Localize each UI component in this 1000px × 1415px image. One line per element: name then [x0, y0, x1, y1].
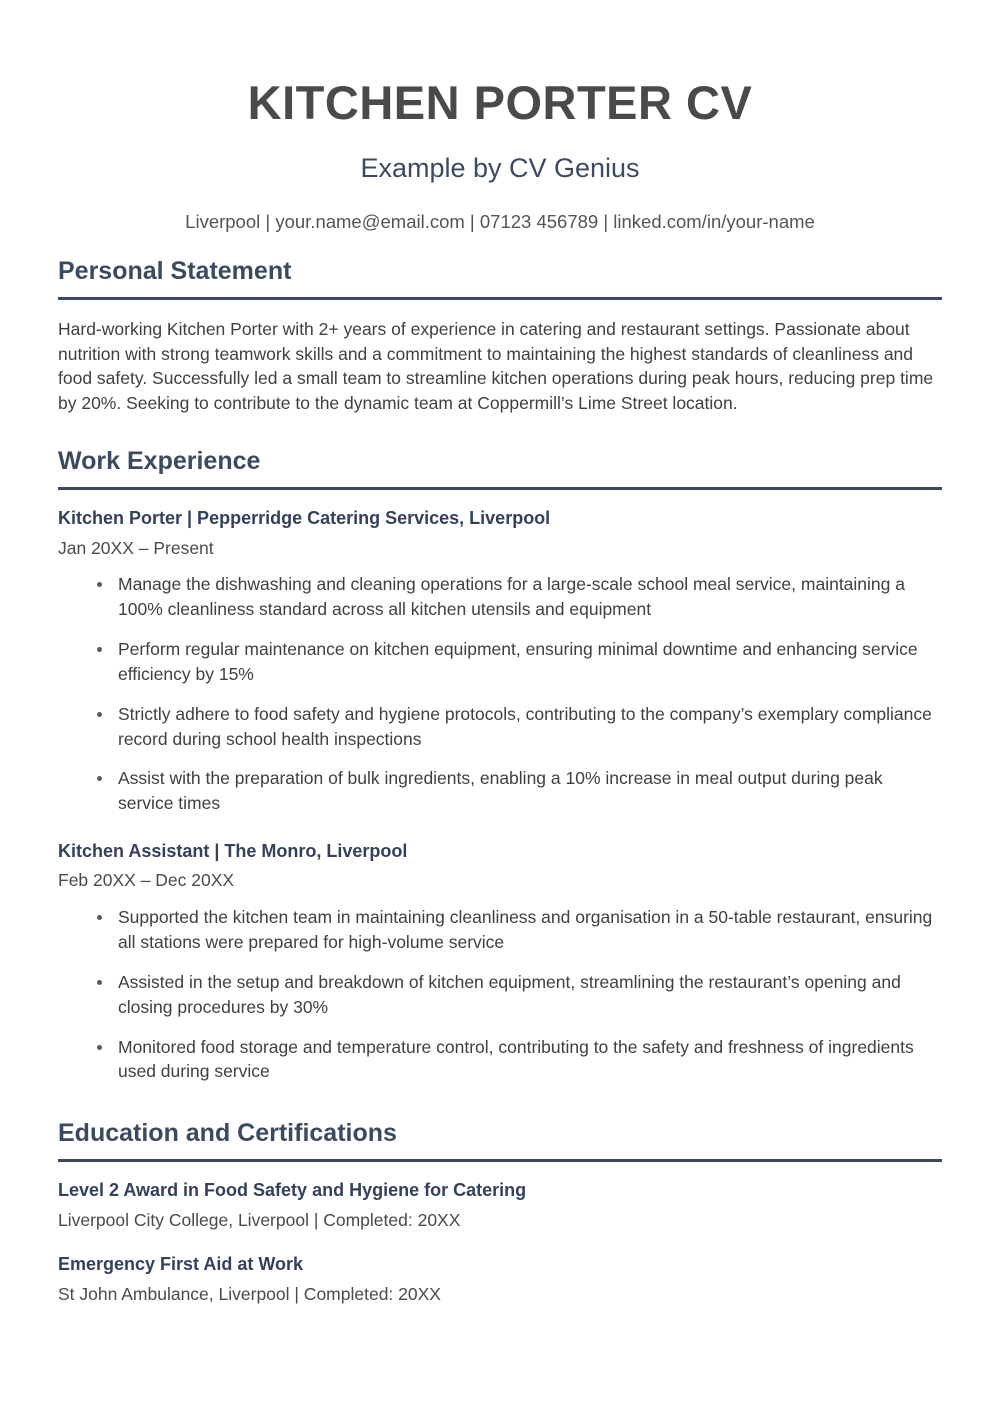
education-entry: [58, 1179, 942, 1231]
job-bullet: Monitored food storage and temperature control, contributing to the safety and freshness of ingredients used during service: [58, 1035, 942, 1085]
job-dates: Feb 20XX – Dec 20XX: [58, 870, 235, 891]
section-heading-personal-statement: Personal Statement: [58, 256, 292, 285]
experience-entry: [58, 840, 942, 1084]
education-title: Emergency First Aid at Work: [58, 1254, 304, 1275]
personal-statement-text: Hard-working Kitchen Porter with 2+ years of experience in catering and restaurant settings. Passionate about nutrition with strong teamwork skills and a commitment to maintaining the highest standards of cleanliness and food safety. Successfully led a small team to streamline kitchen operations during peak hours, reducing prep time by 20%. Seeking to contribute to the dynamic team at Coppermill’s Lime Street location.: [58, 318, 934, 414]
job-bullet: Assisted in the setup and breakdown of kitchen equipment, streamlining the restaurant’s opening and closing procedures by 30%: [58, 970, 942, 1020]
section-heading-work-experience: Work Experience: [58, 447, 261, 476]
cv-header: [58, 0, 942, 234]
education-meta: Liverpool City College, Liverpool | Completed: 20XX: [58, 1209, 461, 1230]
experience-entry: [58, 507, 942, 816]
section-divider: [58, 297, 942, 300]
section-divider: [58, 487, 942, 490]
job-bullet: Manage the dishwashing and cleaning operations for a large-scale school meal service, maintaining a 100% cleanliness standard across all kitchen utensils and equipment: [58, 572, 942, 622]
education-meta: St John Ambulance, Liverpool | Completed: 20XX: [58, 1283, 441, 1304]
education-entry: [58, 1253, 942, 1305]
cv-subtitle: Example by CV Genius: [360, 153, 640, 184]
section-personal-statement: [58, 256, 942, 416]
job-bullet-list: [58, 905, 942, 1084]
job-dates: Jan 20XX – Present: [58, 537, 214, 558]
education-title: Level 2 Award in Food Safety and Hygiene for Catering: [58, 1180, 527, 1201]
section-divider: [58, 1159, 942, 1162]
job-bullet: Perform regular maintenance on kitchen equipment, ensuring minimal downtime and enhancing service efficiency by 15%: [58, 637, 942, 687]
section-education: [58, 1118, 942, 1305]
section-work-experience: [58, 446, 942, 1084]
job-title: Kitchen Assistant | The Monro, Liverpool: [58, 841, 408, 862]
job-bullet: Assist with the preparation of bulk ingredients, enabling a 10% increase in meal output during peak service times: [58, 766, 942, 816]
job-bullet-list: [58, 572, 942, 816]
job-title: Kitchen Porter | Pepperridge Catering Services, Liverpool: [58, 508, 551, 529]
job-bullet: Strictly adhere to food safety and hygiene protocols, contributing to the company’s exemplary compliance record during school health inspections: [58, 702, 942, 752]
contact-line: Liverpool | your.name@email.com | 07123 456789 | linked.com/in/your-name: [185, 210, 815, 232]
page-title: KITCHEN PORTER CV: [247, 76, 753, 129]
section-heading-education: Education and Certifications: [58, 1119, 397, 1148]
job-bullet: Supported the kitchen team in maintaining cleanliness and organisation in a 50-table restaurant, ensuring all stations were prepared for high-volume service: [58, 905, 942, 955]
